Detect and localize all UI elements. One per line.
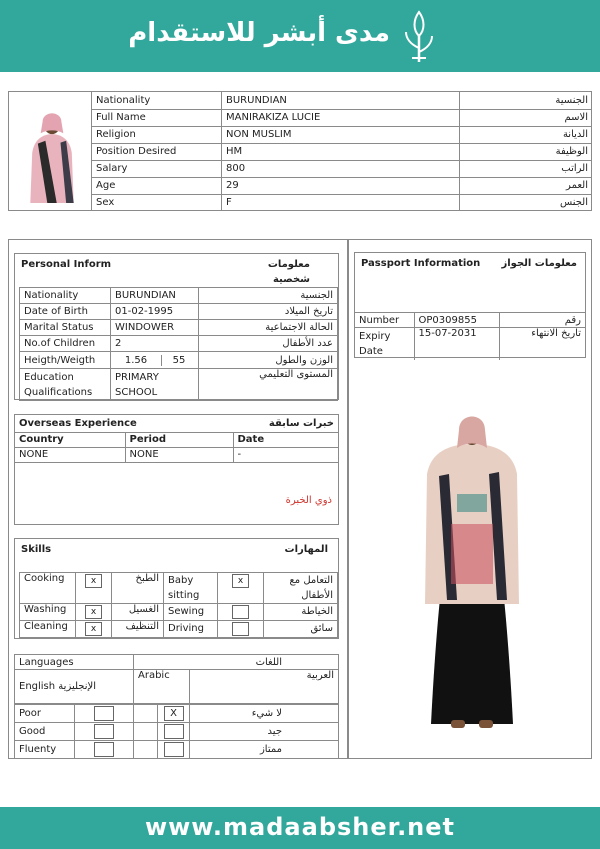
- website-url[interactable]: www.madaabsher.net: [144, 813, 456, 841]
- summary-value: MANIRAKIZA LUCIE: [222, 109, 460, 126]
- overseas-header-period: Period: [125, 432, 233, 447]
- skill-checkbox[interactable]: x: [85, 622, 102, 636]
- summary-value: NON MUSLIM: [222, 126, 460, 143]
- skill-label-ar: الطبخ: [112, 573, 164, 604]
- company-name: مدى أبشر للاستقدام: [128, 18, 390, 48]
- summary-label-ar: الوظيفة: [460, 143, 593, 160]
- hw-label: Heigth/Weigth: [20, 352, 111, 369]
- candidate-portrait: [19, 100, 85, 206]
- candidate-full-photo: [417, 404, 527, 734]
- passport-number-value: OP0309855: [414, 313, 499, 328]
- personal-value: 2: [111, 336, 199, 352]
- skills-section: [14, 538, 339, 639]
- skill-label: Sewing: [164, 604, 218, 621]
- language-level: Good: [15, 723, 75, 741]
- summary-value: BURUNDIAN: [222, 92, 460, 109]
- personal-info-section: [14, 253, 339, 400]
- hw-label-ar: الوزن والطول: [199, 352, 338, 369]
- height-value: 1.56: [111, 355, 162, 366]
- arabic-checkbox[interactable]: [164, 724, 184, 739]
- skill-label-ar: الغسيل: [112, 604, 164, 621]
- summary-label: Religion: [92, 126, 222, 143]
- personal-label: No.of Children: [20, 336, 111, 352]
- summary-value: 29: [222, 177, 460, 194]
- personal-label-ar: الجنسية: [199, 288, 338, 304]
- skill-check-cell: [76, 621, 112, 638]
- passport-title-ar: معلومات الجواز: [501, 258, 577, 269]
- skill-label-ar: الخياطة: [264, 604, 338, 621]
- passport-expiry-label-ar: تاريخ الانتهاء: [499, 328, 585, 360]
- passport-title: Passport Information: [361, 258, 481, 269]
- skill-label: Driving: [164, 621, 218, 638]
- experience-note: ذوي الخبرة: [285, 495, 332, 506]
- overseas-title: Overseas Experience: [15, 415, 233, 432]
- arabic-check-cell: [158, 705, 190, 723]
- skill-checkbox[interactable]: [232, 605, 249, 619]
- skill-check-cell: [218, 621, 264, 638]
- language-spacer: [134, 723, 158, 741]
- skill-check-cell: [218, 604, 264, 621]
- language-level-ar: جيد: [190, 723, 339, 741]
- summary-label: Nationality: [92, 92, 222, 109]
- skills-title-ar: المهارات: [284, 544, 328, 555]
- overseas-experience-section: [14, 414, 339, 525]
- personal-value: WINDOWER: [111, 320, 199, 336]
- personal-label-ar: الحالة الاجتماعية: [199, 320, 338, 336]
- summary-label-ar: العمر: [460, 177, 593, 194]
- skill-label-ar: التعامل مع الأطفال: [264, 573, 338, 604]
- summary-value: F: [222, 194, 460, 211]
- overseas-period: NONE: [125, 447, 233, 462]
- summary-label: Full Name: [92, 109, 222, 126]
- logo-icon: [398, 8, 440, 66]
- arabic-check-cell: [158, 723, 190, 741]
- summary-value: 800: [222, 160, 460, 177]
- skills-title: Skills: [21, 544, 52, 555]
- personal-label: Nationality: [20, 288, 111, 304]
- arabic-check-cell: [158, 741, 190, 759]
- overseas-header-country: Country: [15, 432, 125, 447]
- education-label-ar: المستوى التعليمي: [199, 369, 338, 401]
- summary-label: Sex: [92, 194, 222, 211]
- languages-title: Languages: [15, 655, 134, 670]
- skill-label: Baby sitting: [164, 573, 218, 604]
- summary-label-ar: الديانة: [460, 126, 593, 143]
- passport-number-label-ar: رقم: [499, 313, 585, 328]
- skill-check-cell: [76, 604, 112, 621]
- languages-title-ar: اللغات: [134, 655, 339, 670]
- personal-info-title-ar: معلومات شخصية: [267, 259, 310, 285]
- skill-label: Cooking: [20, 573, 76, 604]
- overseas-title-ar: خبرات سابقة: [233, 415, 338, 432]
- education-value: PRIMARY SCHOOL: [111, 369, 199, 401]
- skill-checkbox[interactable]: x: [85, 605, 102, 619]
- language-level: Fluenty: [15, 741, 75, 759]
- personal-label-ar: عدد الأطفال: [199, 336, 338, 352]
- overseas-header-date: Date: [233, 432, 338, 447]
- english-check-cell: [75, 723, 134, 741]
- summary-value: HM: [222, 143, 460, 160]
- overseas-country: NONE: [15, 447, 125, 462]
- language-spacer: [134, 705, 158, 723]
- summary-label: Age: [92, 177, 222, 194]
- summary-label: Position Desired: [92, 143, 222, 160]
- summary-label-ar: الجنسية: [460, 92, 593, 109]
- personal-label-ar: تاريخ الميلاد: [199, 304, 338, 320]
- personal-label: Marital Status: [20, 320, 111, 336]
- languages-section: [14, 654, 339, 759]
- skill-label: Cleaning: [20, 621, 76, 638]
- language-level: Poor: [15, 705, 75, 723]
- footer-banner: [0, 807, 600, 849]
- arabic-checkbox[interactable]: X: [164, 706, 184, 721]
- language-spacer: [134, 741, 158, 759]
- header-banner: [0, 0, 600, 72]
- passport-number-label: Number: [355, 313, 414, 328]
- skill-check-cell: [218, 573, 264, 604]
- skill-check-cell: [76, 573, 112, 604]
- personal-info-title: Personal Inform: [21, 259, 112, 270]
- arabic-label-ar: العربية: [190, 670, 339, 704]
- passport-expiry-value: 15-07-2031: [414, 328, 499, 360]
- summary-label-ar: الاسم: [460, 109, 593, 126]
- summary-label-ar: الراتب: [460, 160, 593, 177]
- language-level-ar: لا شيء: [190, 705, 339, 723]
- summary-label: Salary: [92, 160, 222, 177]
- summary-label-ar: الجنس: [460, 194, 593, 211]
- passport-section: [354, 252, 586, 358]
- personal-value: BURUNDIAN: [111, 288, 199, 304]
- skill-label: Washing: [20, 604, 76, 621]
- personal-value: 01-02-1995: [111, 304, 199, 320]
- skill-label-ar: التنظيف: [112, 621, 164, 638]
- english-check-cell: [75, 741, 134, 759]
- language-level-ar: ممتاز: [190, 741, 339, 759]
- personal-label: Date of Birth: [20, 304, 111, 320]
- english-label: English الإنجليزية: [15, 670, 134, 704]
- arabic-label: Arabic: [134, 670, 190, 704]
- english-checkbox[interactable]: [94, 742, 114, 757]
- skill-checkbox[interactable]: x: [232, 574, 249, 588]
- summary-section: [8, 91, 592, 211]
- hw-values: [111, 352, 199, 369]
- skill-label-ar: سائق: [264, 621, 338, 638]
- english-check-cell: [75, 705, 134, 723]
- arabic-checkbox[interactable]: [164, 742, 184, 757]
- skill-checkbox[interactable]: [232, 622, 249, 636]
- weight-value: 55: [172, 354, 186, 366]
- skill-checkbox[interactable]: x: [85, 574, 102, 588]
- english-checkbox[interactable]: [94, 706, 114, 721]
- passport-expiry-label: Expiry Date: [355, 328, 414, 360]
- overseas-date: -: [233, 447, 338, 462]
- education-label: Education Qualifications: [20, 369, 111, 401]
- english-checkbox[interactable]: [94, 724, 114, 739]
